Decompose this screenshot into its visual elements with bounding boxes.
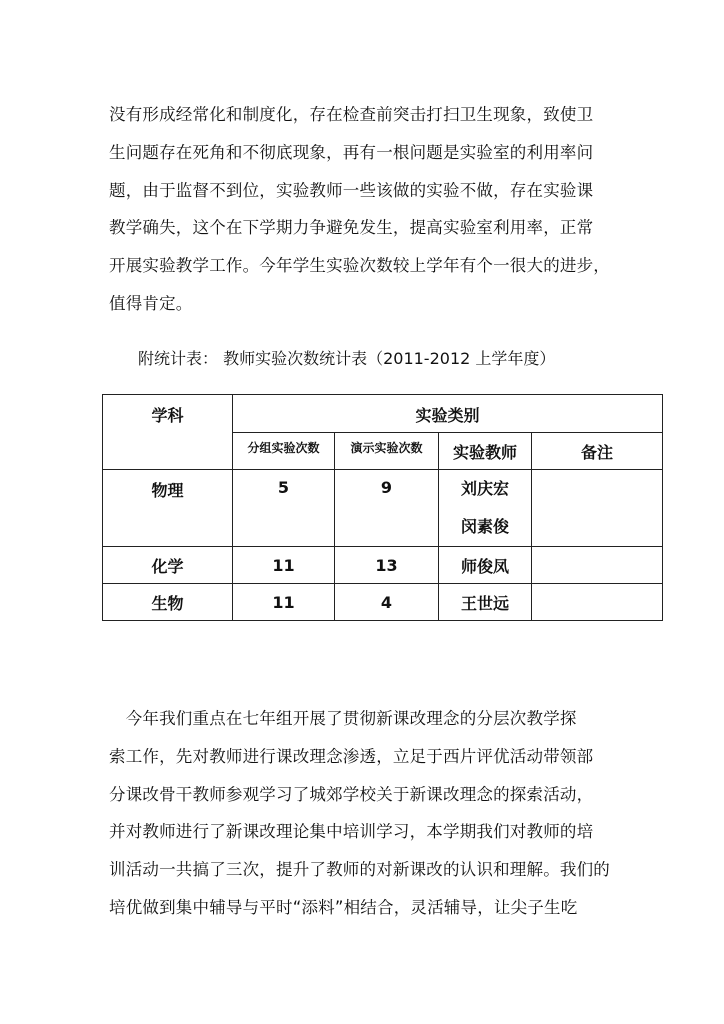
- paragraph-2: [109, 700, 619, 927]
- text-line: 生问题存在死角和不彻底现象，再有一根问题是实验室的利用率问: [109, 142, 594, 162]
- table-row: [103, 584, 663, 621]
- cell-subject: 化学: [103, 547, 233, 584]
- table-row: [103, 470, 663, 547]
- text-line: 索工作，先对教师进行课改理念渗透，立足于西片评优活动带领部: [109, 746, 594, 766]
- cell-teacher: 王世远: [439, 584, 532, 621]
- text-line: 今年我们重点在七年组开展了贯彻新课改理念的分层次教学探: [109, 709, 577, 728]
- stats-table: [102, 394, 663, 621]
- text-line: 并对教师进行了新课改理论集中培训学习，本学期我们对教师的培: [109, 822, 594, 842]
- header-subject: 学科: [103, 395, 233, 470]
- text-line: 分课改骨干教师参观学习了城郊学校关于新课改理念的探索活动，: [109, 784, 594, 804]
- subheader-demo-count: 演示实验次数: [335, 433, 439, 470]
- subheader-group-count: 分组实验次数: [233, 433, 335, 470]
- text-line: 题，由于监督不到位，实验教师一些该做的实验不做，存在实验课: [109, 180, 594, 200]
- paragraph-1: [109, 96, 619, 323]
- cell-remark: [532, 470, 663, 547]
- table-caption: 附统计表： 教师实验次数统计表（2011-2012 上学年度）: [138, 349, 556, 368]
- table-row: [103, 547, 663, 584]
- text-line: 开展实验教学工作。今年学生实验次数较上学年有个一很大的进步，: [109, 256, 610, 276]
- text-line: 没有形成经常化和制度化，存在检查前突击打扫卫生现象，致使卫: [109, 105, 594, 124]
- subheader-teacher: 实验教师: [439, 433, 532, 470]
- cell-demo-count: 4: [335, 584, 439, 621]
- cell-subject: 物理: [103, 470, 233, 547]
- cell-group-count: 11: [233, 547, 335, 584]
- cell-demo-count: 9: [335, 470, 439, 547]
- cell-remark: [532, 547, 663, 584]
- cell-remark: [532, 584, 663, 621]
- cell-group-count: 5: [233, 470, 335, 547]
- cell-subject: 生物: [103, 584, 233, 621]
- cell-group-count: 11: [233, 584, 335, 621]
- subheader-remark: 备注: [532, 433, 663, 470]
- cell-demo-count: 13: [335, 547, 439, 584]
- text-line: 培优做到集中辅导与平时“添料”相结合，灵活辅导，让尖子生吃: [109, 897, 578, 917]
- text-line: 教学确失，这个在下学期力争避免发生，提高实验室利用率，正常: [109, 218, 594, 238]
- cell-teacher: 刘庆宏 闵素俊: [439, 470, 532, 547]
- header-category: 实验类别: [233, 395, 663, 433]
- text-line: 训活动一共搞了三次，提升了教师的对新课改的认识和理解。我们的: [109, 860, 610, 880]
- cell-teacher: 师俊凤: [439, 547, 532, 584]
- text-line: 值得肯定。: [109, 293, 193, 313]
